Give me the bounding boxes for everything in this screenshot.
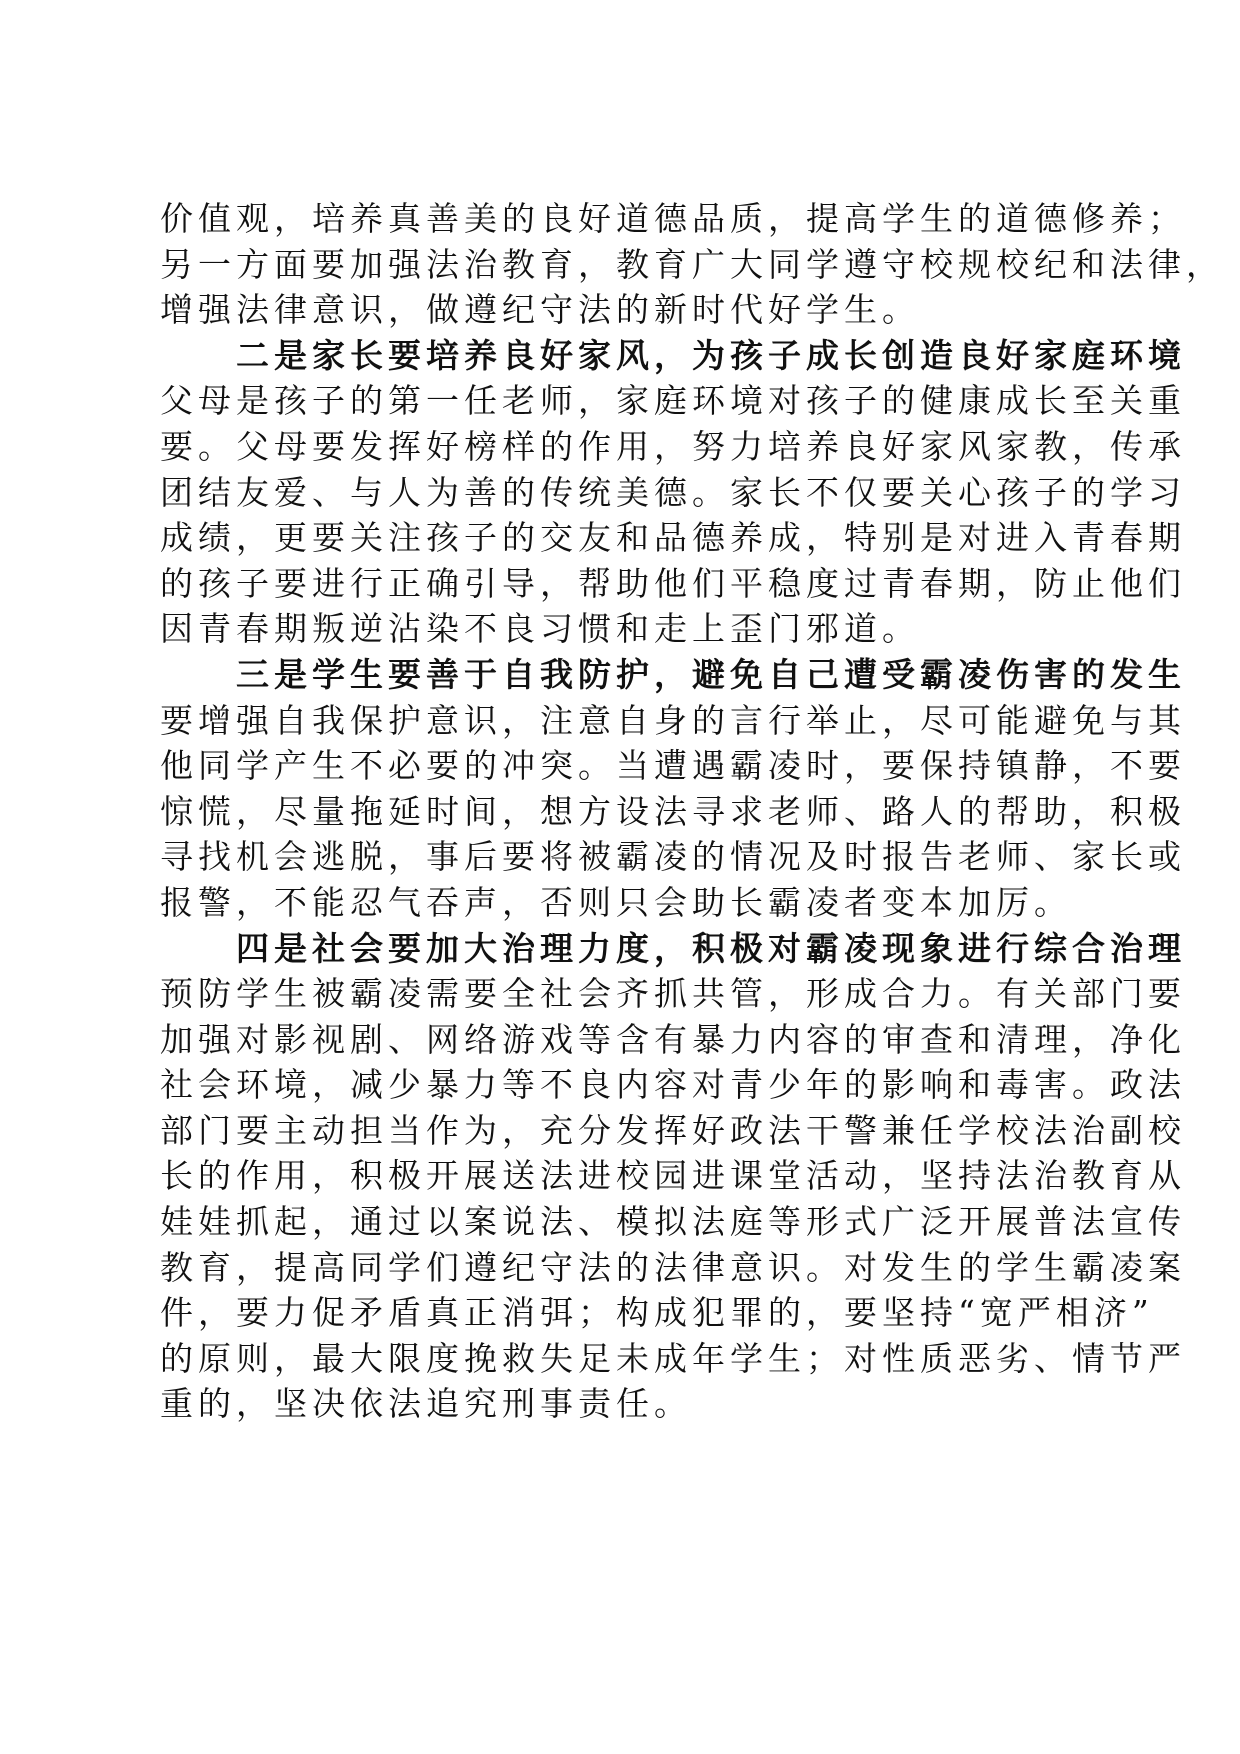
text-line: 团结友爱、与人为善的传统美德。家长不仅要关心孩子的学习: [160, 472, 1186, 512]
text-line: 社会环境，减少暴力等不良内容对青少年的影响和毒害。政法: [160, 1065, 1186, 1105]
text-line: 教育，提高同学们遵纪守法的法律意识。对发生的学生霸凌案: [160, 1247, 1186, 1287]
text-line: 的孩子要进行正确引导，帮助他们平稳度过青春期，防止他们: [160, 563, 1186, 603]
text-line: 因青春期叛逆沾染不良习惯和走上歪门邪道。: [160, 609, 920, 649]
text-line: 长的作用，积极开展送法进校园进课堂活动，坚持法治教育从: [160, 1156, 1186, 1196]
text-line: 要。父母要发挥好榜样的作用，努力培养良好家风家教，传承: [160, 426, 1186, 466]
text-line: 重的，坚决依法追究刑事责任。: [160, 1384, 692, 1424]
text-line: 父母是孩子的第一任老师，家庭环境对孩子的健康成长至关重: [160, 381, 1186, 421]
text-line: 部门要主动担当作为，充分发挥好政法干警兼任学校法治副校: [160, 1110, 1186, 1150]
text-line: 寻找机会逃脱，事后要将被霸凌的情况及时报告老师、家长或: [160, 837, 1186, 877]
text-line: 增强法律意识，做遵纪守法的新时代好学生。: [160, 290, 920, 330]
section-heading: 三是学生要善于自我防护，避免自己遭受霸凌伤害的发生: [236, 654, 1186, 694]
text-line: 加强对影视剧、网络游戏等含有暴力内容的审查和清理，净化: [160, 1019, 1186, 1059]
text-line: 预防学生被霸凌需要全社会齐抓共管，形成合力。有关部门要: [160, 974, 1186, 1014]
text-line: 报警，不能忍气吞声，否则只会助长霸凌者变本加厉。: [160, 882, 1072, 922]
section-heading: 二是家长要培养良好家风，为孩子成长创造良好家庭环境: [236, 335, 1186, 375]
text-line: 价值观，培养真善美的良好道德品质，提高学生的道德修养；: [160, 199, 1186, 238]
text-line: 惊慌，尽量拖延时间，想方设法寻求老师、路人的帮助，积极: [160, 791, 1186, 831]
text-line: 成绩，更要关注孩子的交友和品德养成，特别是对进入青春期: [160, 518, 1186, 558]
text-line: 要增强自我保护意识，注意自身的言行举止，尽可能避免与其: [160, 700, 1186, 740]
text-line: 的原则，最大限度挽救失足未成年学生；对性质恶劣、情节严: [160, 1338, 1186, 1378]
text-line: 他同学产生不必要的冲突。当遭遇霸凌时，要保持镇静，不要: [160, 746, 1186, 786]
text-line: 件，要力促矛盾真正消弭；构成犯罪的，要坚持“宽严相济”: [160, 1293, 1154, 1333]
text-line: 娃娃抓起，通过以案说法、模拟法庭等形式广泛开展普法宣传: [160, 1202, 1186, 1242]
document-body: [160, 196, 1224, 1427]
section-heading: 四是社会要加大治理力度，积极对霸凌现象进行综合治理: [236, 928, 1186, 968]
text-line: 另一方面要加强法治教育，教育广大同学遵守校规校纪和法律，: [160, 244, 1224, 284]
